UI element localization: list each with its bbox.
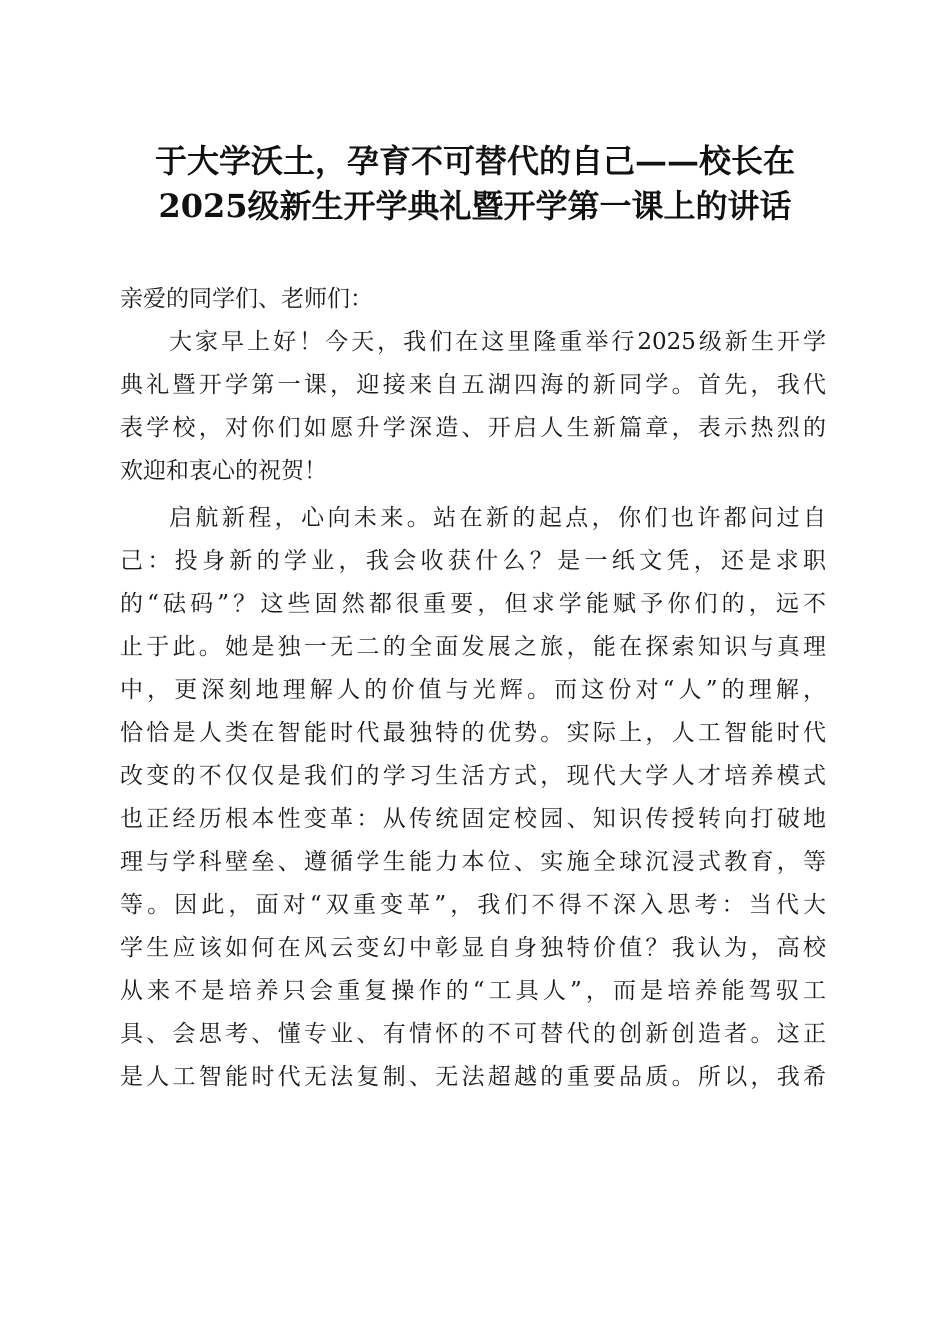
paragraph-line: 大家早上好！今天，我们在这里隆重举行2025级新生开学 bbox=[169, 329, 826, 355]
title-line-1: 于大学沃土，孕育不可替代的自己——校长在 bbox=[154, 142, 795, 180]
paragraph-line: 学生应该如何在风云变幻中彰显自身独特价值？我认为，高校 bbox=[120, 935, 826, 961]
title-line-2: 2025级新生开学典礼暨开学第一课上的讲话 bbox=[158, 187, 792, 225]
paragraph-line: 等。因此，面对“双重变革”，我们不得不深入思考：当代大 bbox=[120, 892, 826, 918]
paragraph-line: 己：投身新的学业，我会收获什么？是一纸文凭，还是求职 bbox=[120, 548, 826, 574]
paragraph-line: 改变的不仅仅是我们的学习生活方式，现代大学人才培养模式 bbox=[120, 763, 826, 789]
paragraph-line: 表学校，对你们如愿升学深造、开启人生新篇章，表示热烈的 bbox=[120, 415, 826, 441]
paragraph-line: 中，更深刻地理解人的价值与光辉。而这份对“人”的理解， bbox=[120, 677, 826, 703]
paragraph-line: 具、会思考、懂专业、有情怀的不可替代的创新创造者。这正 bbox=[120, 1021, 826, 1047]
paragraph-line: 欢迎和衷心的祝贺！ bbox=[120, 458, 327, 484]
paragraph-line: 也正经历根本性变革：从传统固定校园、知识传授转向打破地 bbox=[120, 806, 826, 832]
paragraph-line: 恰恰是人类在智能时代最独特的优势。实际上，人工智能时代 bbox=[120, 720, 826, 746]
salutation: 亲爱的同学们、老师们： bbox=[120, 286, 373, 312]
paragraph-line: 典礼暨开学第一课，迎接来自五湖四海的新同学。首先，我代 bbox=[120, 372, 826, 398]
paragraph-line: 启航新程，心向未来。站在新的起点，你们也许都问过自 bbox=[169, 505, 826, 531]
paragraph-line: 止于此。她是独一无二的全面发展之旅，能在探索知识与真理 bbox=[120, 634, 826, 660]
paragraph-line: 理与学科壁垒、遵循学生能力本位、实施全球沉浸式教育，等 bbox=[120, 849, 826, 875]
paragraph-line: 的“砝码”？这些固然都很重要，但求学能赋予你们的，远不 bbox=[120, 591, 826, 617]
paragraph-line: 是人工智能时代无法复制、无法超越的重要品质。所以，我希 bbox=[120, 1064, 826, 1090]
paragraph-line: 从来不是培养只会重复操作的“工具人”，而是培养能驾驭工 bbox=[120, 978, 826, 1004]
